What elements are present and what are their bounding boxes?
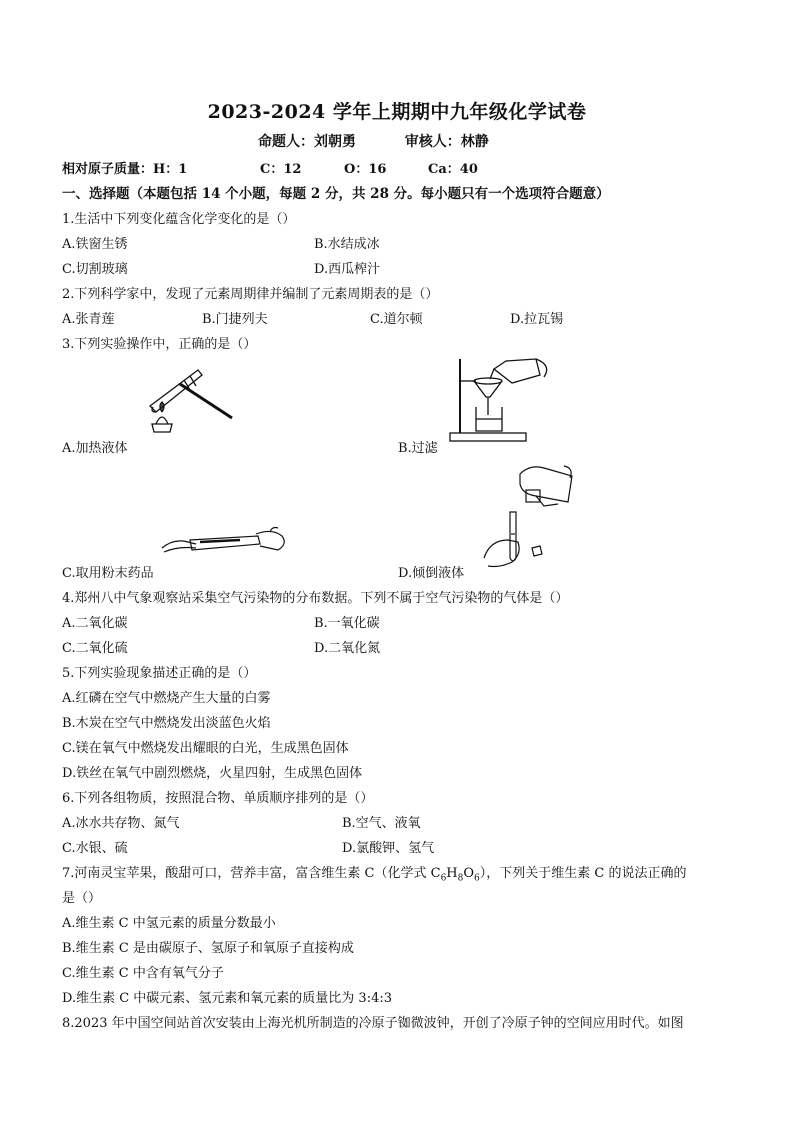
q7-option-a: A.维生素 C 中氢元素的质量分数最小	[62, 916, 276, 931]
section-title: 一、选择题（本题包括 14 个小题，每题 2 分，共 28 分。每小题只有一个选项符合题意）	[62, 186, 610, 202]
q7-option-b: B.维生素 C 是由碳原子、氢原子和氧原子直接构成	[62, 941, 354, 956]
mass-c: C：12	[260, 162, 302, 177]
q5-option-d: D.铁丝在氧气中剧烈燃烧，火星四射，生成黑色固体	[62, 766, 363, 781]
q7-option-d: D.维生素 C 中碳元素、氢元素和氧元素的质量比为 3:4:3	[62, 991, 393, 1006]
q6-option-c: C.水银、硫	[62, 841, 128, 856]
question-7-stem-cont: 是（）	[62, 891, 102, 906]
q6-option-a: A.冰水共存物、氮气	[62, 816, 180, 831]
q5-option-c: C.镁在氧气中燃烧发出耀眼的白光，生成黑色固体	[62, 741, 349, 756]
q3-option-c: C.取用粉末药品	[62, 566, 154, 581]
heating-liquid-figure	[140, 362, 240, 442]
question-4-stem: 4.郑州八中气象观察站采集空气污染物的分布数据。下列不属于空气污染物的气体是（）	[62, 591, 569, 606]
q4-option-b: B.一氧化碳	[314, 616, 380, 631]
q3-option-b: B.过滤	[398, 441, 438, 456]
question-8-stem: 8.2023 年中国空间站首次安装由上海光机所制造的冷原子铷微波钟，开创了冷原子钟的空间应用时代。如图	[62, 1016, 684, 1031]
q2-option-d: D.拉瓦锡	[510, 312, 564, 327]
q2-option-c: C.道尔顿	[370, 312, 423, 327]
q4-option-d: D.二氧化氮	[314, 641, 381, 656]
question-1-stem: 1.生活中下列变化蕴含化学变化的是（）	[62, 212, 296, 227]
q1-option-c: C.切割玻璃	[62, 262, 128, 277]
question-7-stem: 7.河南灵宝苹果，酸甜可口，营养丰富，富含维生素 C（化学式 $C_6H_8O_6$），下列关于维生素 C 的说法正确的	[62, 866, 687, 884]
q6-option-b: B.空气、液氧	[342, 816, 421, 831]
question-5-stem: 5.下列实验现象描述正确的是（）	[62, 666, 257, 681]
pouring-liquid-figure	[478, 462, 578, 570]
q7-option-c: C.维生素 C 中含有氧气分子	[62, 966, 224, 981]
q6-option-d: D.氯酸钾、氢气	[342, 841, 435, 856]
q4-option-c: C.二氧化硫	[62, 641, 128, 656]
q2-option-a: A.张青莲	[62, 312, 115, 327]
mass-h: H：1	[153, 162, 188, 177]
q1-option-a: A.铁窗生锈	[62, 237, 128, 252]
q1-option-b: B.水结成冰	[314, 237, 380, 252]
mass-o: O：16	[344, 162, 387, 177]
filtration-figure	[448, 355, 558, 445]
question-2-stem: 2.下列科学家中，发现了元素周期律并编制了元素周期表的是（）	[62, 287, 439, 302]
q1-option-d: D.西瓜榨汁	[314, 262, 381, 277]
mass-ca: Ca：40	[428, 162, 478, 177]
question-3-stem: 3.下列实验操作中，正确的是（）	[62, 337, 257, 352]
q2-option-b: B.门捷列夫	[202, 312, 268, 327]
q3-option-d: D.倾倒液体	[398, 566, 465, 581]
powder-figure	[160, 522, 292, 558]
atomic-mass-line	[62, 158, 478, 177]
q4-option-a: A.二氧化碳	[62, 616, 128, 631]
q3-option-a: A.加热液体	[62, 441, 128, 456]
q5-option-b: B.木炭在空气中燃烧发出淡蓝色火焰	[62, 716, 271, 731]
exam-title: 2023-2024 学年上期期中九年级化学试卷	[207, 101, 587, 123]
atomic-mass-label: 相对原子质量：	[62, 162, 154, 177]
question-6-stem: 6.下列各组物质，按照混合物、单质顺序排列的是（）	[62, 791, 374, 806]
author-line: 命题人：刘朝勇 审核人：林静	[258, 134, 489, 150]
q5-option-a: A.红磷在空气中燃烧产生大量的白雾	[62, 691, 271, 706]
